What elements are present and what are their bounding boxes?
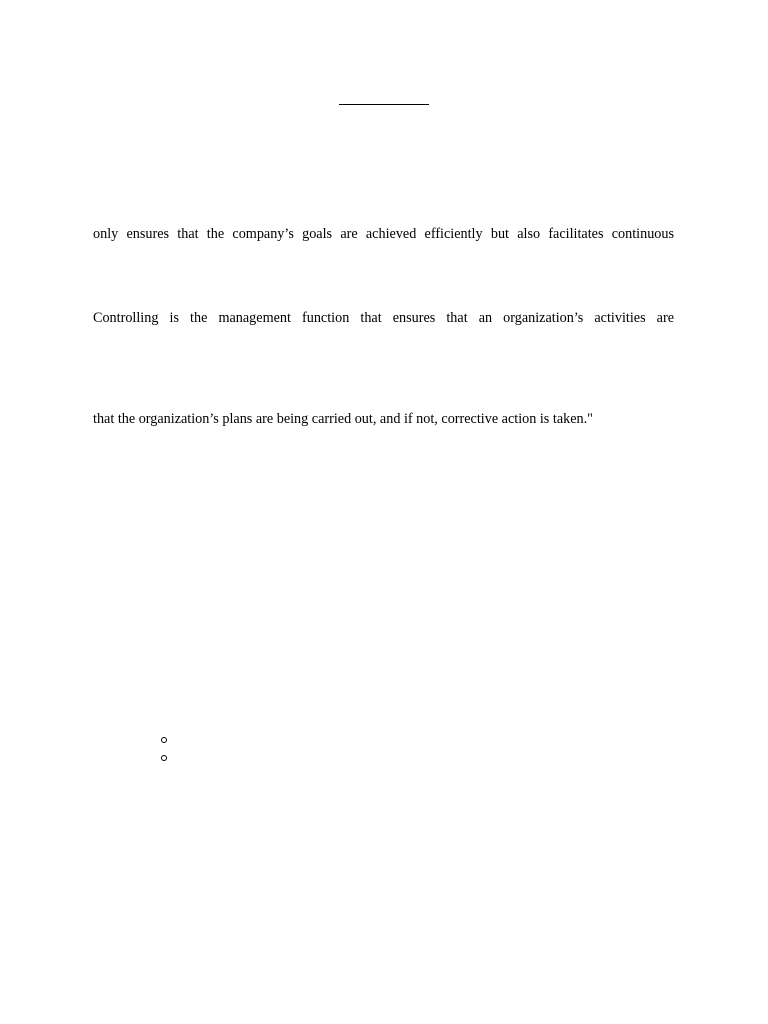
body-text-line: only ensures that the company’s goals are achieved efficiently but also facilitates continuous	[93, 226, 674, 242]
hollow-bullet-icon	[161, 755, 167, 761]
body-text-line: that the organization’s plans are being carried out, and if not, corrective action is taken."	[93, 411, 593, 427]
title-underline	[339, 104, 429, 105]
body-text-line: Controlling is the management function that ensures that an organization’s activities are	[93, 310, 674, 326]
hollow-bullet-icon	[161, 737, 167, 743]
